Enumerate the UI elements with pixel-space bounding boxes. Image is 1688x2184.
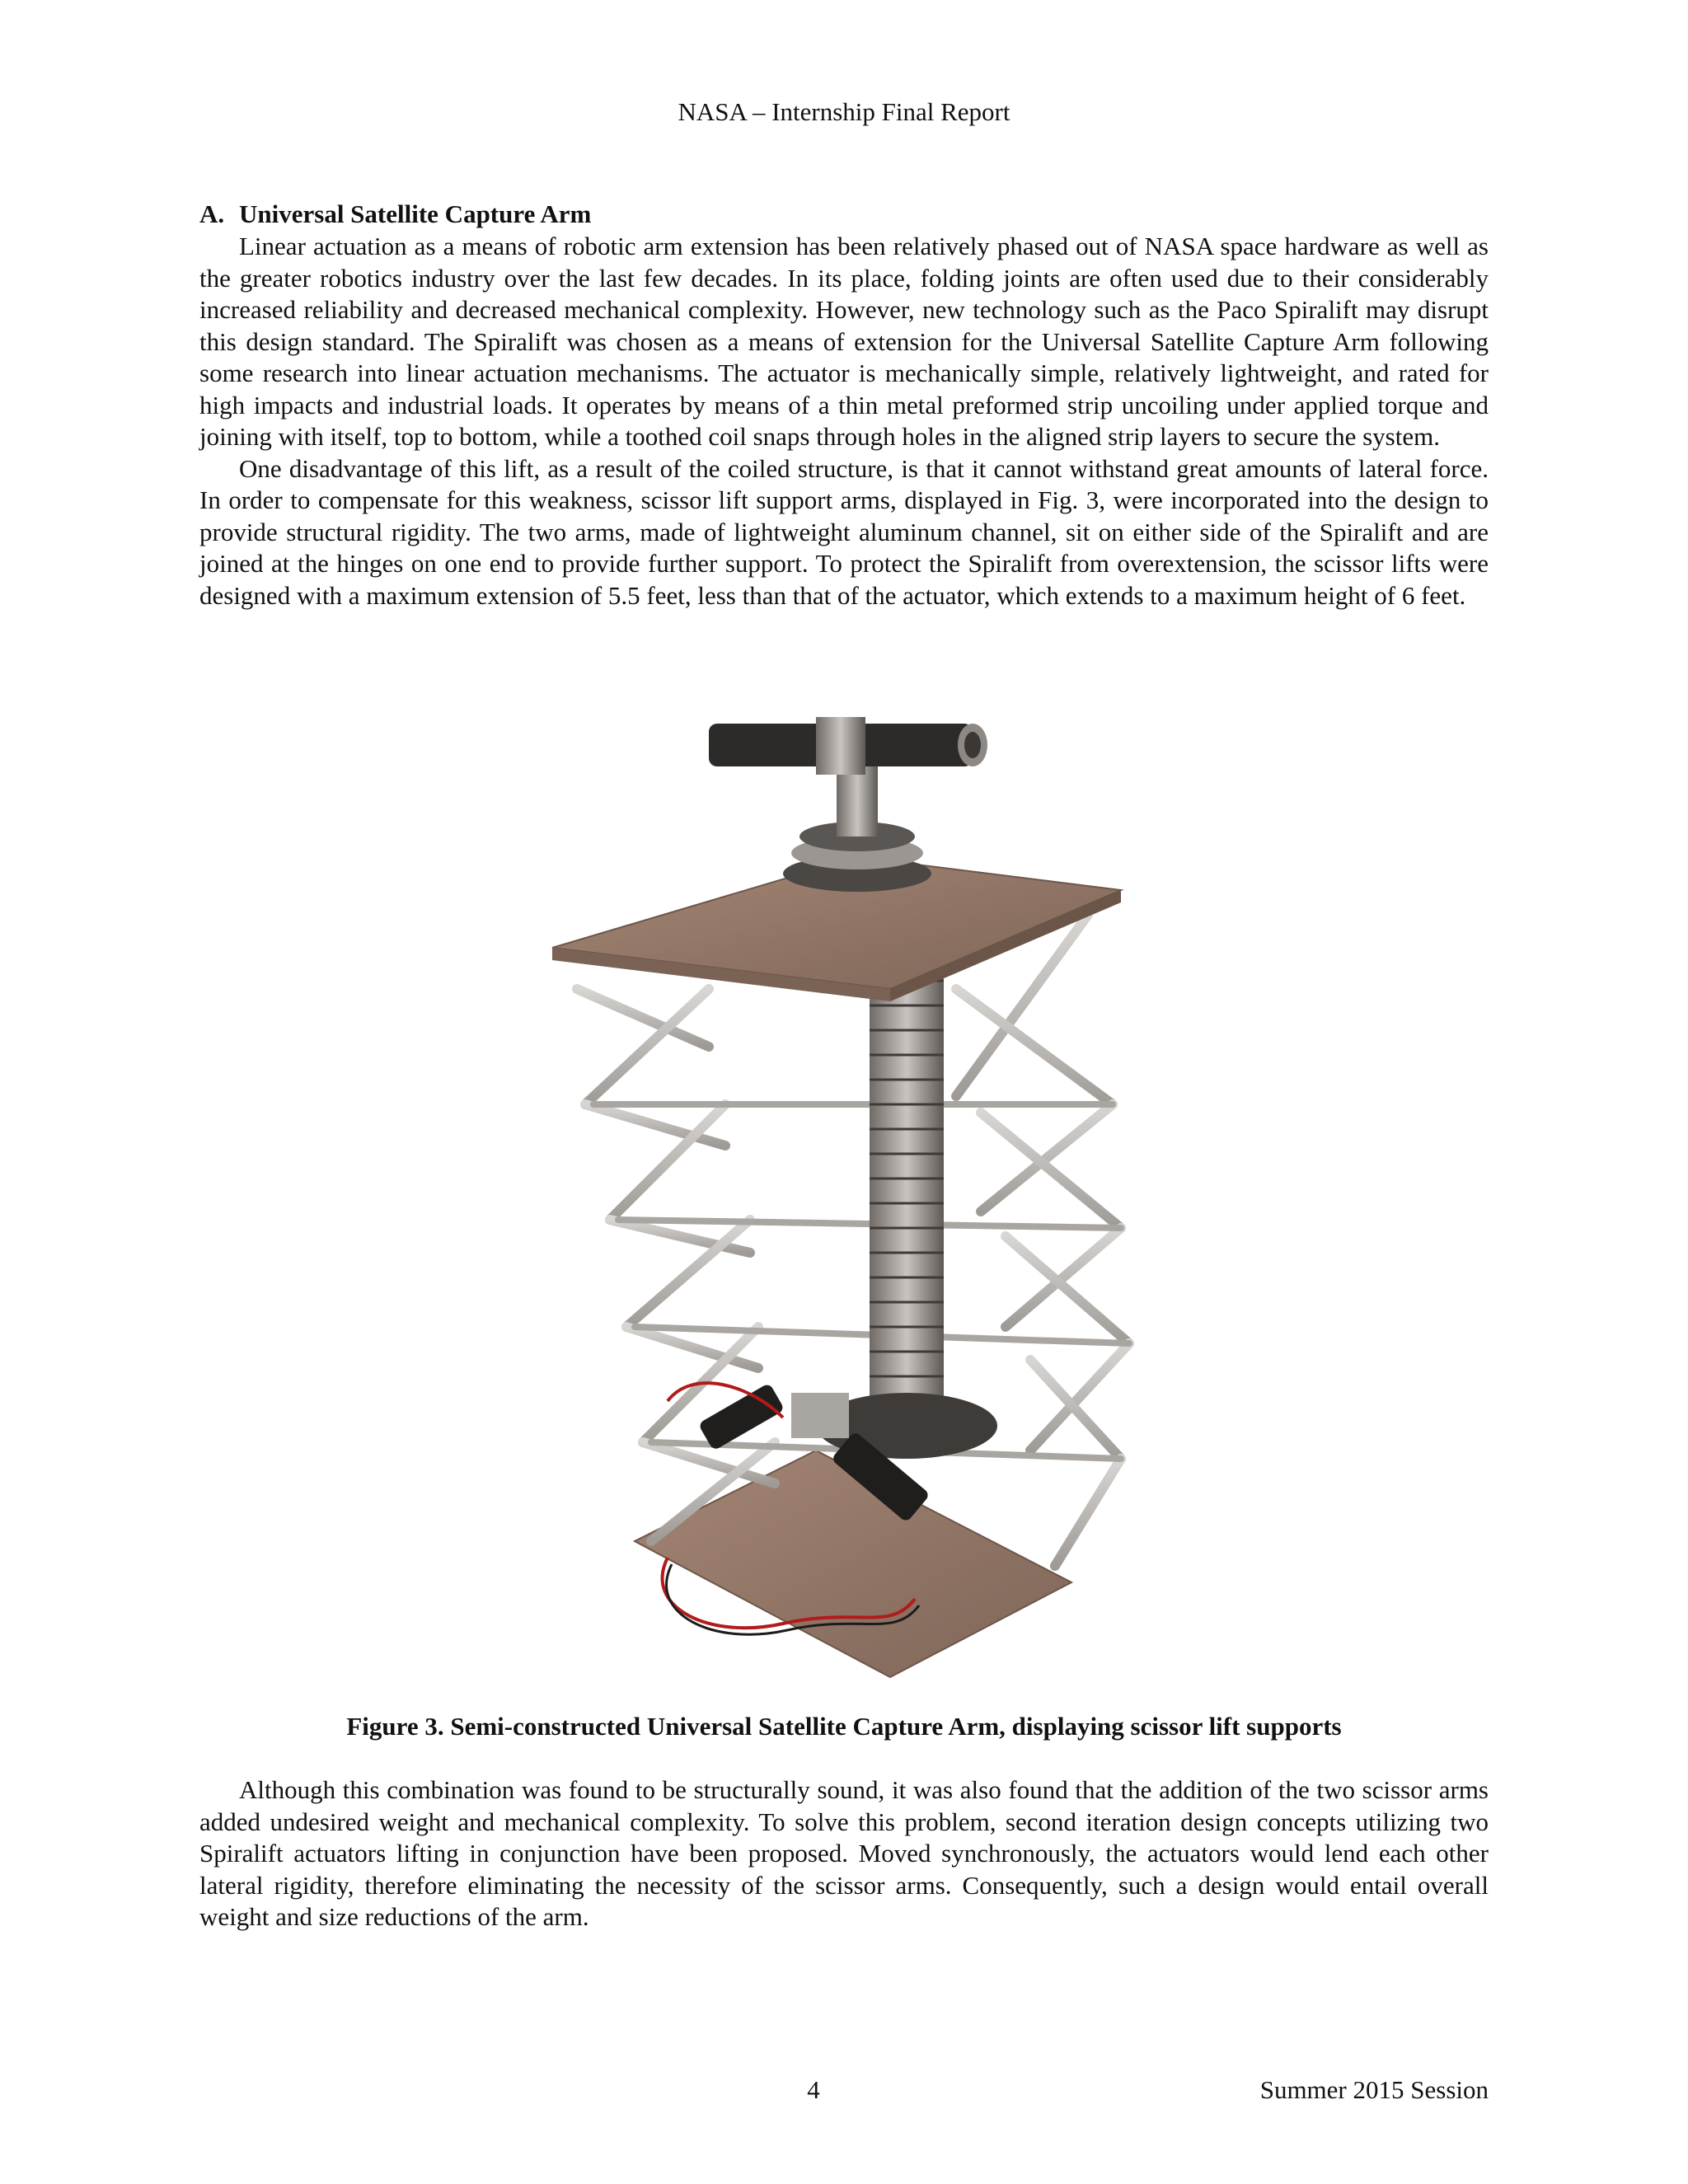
section-heading	[199, 199, 591, 229]
paragraph: Linear actuation as a means of robotic arm extension has been relatively phased out of NASA space hardware as well as the greater robotics industry over the last few decades. In its place, folding joints are often used due to their considerably increased reliability and decreased mechanical complexity. However, new technology such as the Paco Spiralift may disrupt this design standard. The Spiralift was chosen as a means of extension for the Universal Satellite Capture Arm following some research into linear actuation mechanisms. The actuator is mechanically simple, relatively lightweight, and rated for high impacts and industrial loads. It operates by means of a thin metal preformed strip uncoiling under applied torque and joining with itself, top to bottom, while a toothed coil snaps through holes in the aligned strip layers to secure the system.	[199, 232, 1489, 451]
paragraph: One disadvantage of this lift, as a result of the coiled structure, is that it cannot withstand great amounts of lateral force. In order to compensate for this weakness, scissor lift support arms, displayed in Fig. 3, were incorporated into the design to provide structural rigidity. The two arms, made of lightweight aluminum channel, sit on either side of the Spiralift and are joined at the hinges on one end to provide further support. To protect the Spiralift from overextension, the scissor lifts were designed with a maximum extension of 5.5 feet, less than that of the actuator, which extends to a maximum height of 6 feet.	[199, 453, 1489, 610]
footer-session: Summer 2015 Session	[1259, 2075, 1489, 2104]
paragraph: Although this combination was found to be structurally sound, it was also found that the addition of the two scissor arms added undesired weight and mechanical complexity. To solve this problem, second iteration design concepts utilizing two Spiralift actuators lifting in conjunction have been proposed. Moved synchronously, the actuators would lend each other lateral rigidity, therefore eliminating the necessity of the scissor arms. Consequently, such a design would entail overall weight and size reductions of the arm.	[199, 1775, 1489, 1931]
scissor-lift-photo	[544, 717, 1154, 1681]
running-header: NASA – Internship Final Report	[678, 97, 1010, 126]
section-title: Universal Satellite Capture Arm	[239, 199, 592, 228]
section-number: A.	[199, 199, 225, 228]
figure-caption: Figure 3. Semi-constructed Universal Satellite Capture Arm, displaying scissor lift supports	[346, 1712, 1342, 1741]
body-text-top	[199, 231, 1489, 612]
page-number: 4	[807, 2075, 820, 2104]
body-text-bottom	[199, 1774, 1489, 1933]
figure-image	[544, 717, 1154, 1681]
